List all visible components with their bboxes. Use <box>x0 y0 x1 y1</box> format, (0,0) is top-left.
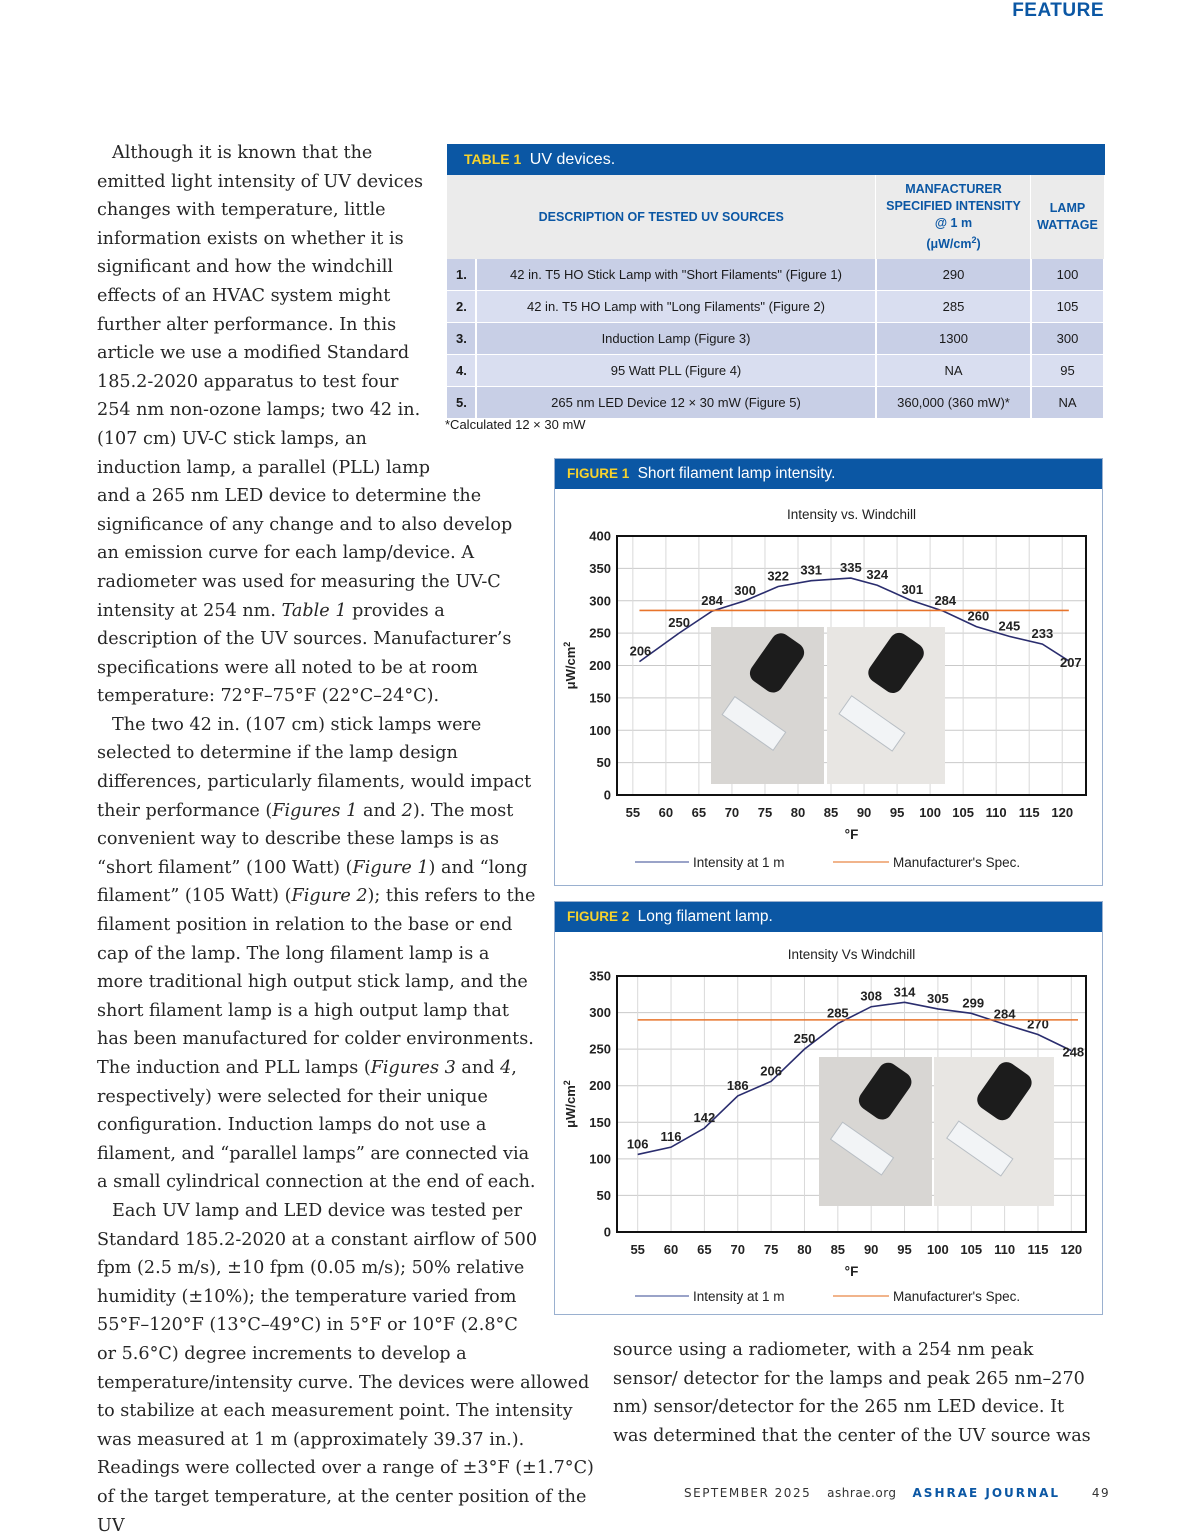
figure-1-label: FIGURE 1 <box>567 466 630 481</box>
data-label: 314 <box>893 984 916 1000</box>
x-tick-label: 55 <box>625 805 641 820</box>
table-row <box>447 259 1104 291</box>
x-tick-label: 70 <box>724 805 740 820</box>
figure-1-caption: Short filament lamp intensity. <box>637 465 836 482</box>
table-cell-intensity: 360,000 (360 mW)* <box>876 387 1031 419</box>
p1-tail: provides a description of the UV sources. Manufacturer’s specifications were all noted to be at room temperature: 72°F–75°F (22°C–24°C). <box>97 600 512 707</box>
table-1-footnote: *Calculated 12 × 30 mW <box>445 417 586 432</box>
figure-2-chart <box>555 932 1102 1314</box>
p2-and: and <box>362 800 397 821</box>
y-axis-label: $\mu W/cm^2$ <box>562 1080 578 1128</box>
section-label: FEATURE <box>1012 0 1104 21</box>
data-label: 324 <box>866 567 889 583</box>
data-label: 299 <box>962 995 985 1011</box>
y-tick-label: 250 <box>589 625 611 641</box>
paragraph-2 <box>97 711 597 1197</box>
data-label: 300 <box>734 582 757 598</box>
lamp-photo <box>819 1057 932 1206</box>
x-tick-label: 75 <box>763 1242 779 1257</box>
x-tick-label: 110 <box>985 805 1007 820</box>
y-tick-label: 300 <box>589 593 611 609</box>
x-tick-label: 100 <box>919 805 941 820</box>
footer-issue: SEPTEMBER 2025 <box>684 1486 812 1500</box>
uv-devices-table <box>447 175 1105 419</box>
x-tick-label: 90 <box>856 805 872 820</box>
figure-2-header <box>555 902 1102 932</box>
x-tick-label: 65 <box>691 805 707 820</box>
p2-a: The two 42 in. (107 cm) stick lamps were selected to determine if the lamp design differences, particularly filaments, would impact their performance ( <box>97 714 532 821</box>
y-tick-label: 300 <box>589 1005 611 1021</box>
data-label: 308 <box>860 988 883 1004</box>
x-tick-label: 110 <box>994 1242 1016 1257</box>
x-tick-label: 80 <box>797 1242 812 1257</box>
table-cell-num: 3. <box>447 323 476 355</box>
x-tick-label: 80 <box>790 805 806 820</box>
data-label: 322 <box>767 568 790 584</box>
data-label: 248 <box>1062 1044 1085 1060</box>
article-body-right <box>613 1336 1103 1450</box>
y-tick-label: 100 <box>589 1151 611 1167</box>
data-label: 207 <box>1059 654 1082 670</box>
x-tick-label: 120 <box>1051 805 1074 820</box>
data-label: 260 <box>967 608 990 624</box>
x-axis-label: °F <box>844 1264 859 1279</box>
table-cell-watt: 300 <box>1031 323 1104 355</box>
x-tick-label: 115 <box>1027 1242 1049 1257</box>
x-tick-label: 105 <box>952 805 974 820</box>
page-footer <box>684 1486 1110 1500</box>
x-tick-label: 100 <box>927 1242 949 1257</box>
table-row <box>447 323 1104 355</box>
col-description: DESCRIPTION OF TESTED UV SOURCES <box>447 175 876 259</box>
y-tick-label: 100 <box>589 722 611 738</box>
x-tick-label: 120 <box>1060 1242 1083 1257</box>
table-cell-num: 1. <box>447 259 476 291</box>
figure-ref: Figures 1 <box>272 800 358 821</box>
table-1-title: UV devices. <box>529 151 616 168</box>
table-cell-num: 2. <box>447 291 476 323</box>
legend-spec: Manufacturer's Spec. <box>893 1289 1021 1304</box>
p2-c: ) and “long filament” (105 Watt) ( <box>97 857 528 907</box>
data-label: 284 <box>934 593 957 609</box>
table-row <box>447 355 1104 387</box>
data-label: 142 <box>693 1110 716 1126</box>
figure-ref: Figure 2 <box>291 886 368 907</box>
y-axis-label: $\mu W/cm^2$ <box>562 641 578 690</box>
data-label: 335 <box>839 560 862 576</box>
table-cell-num: 5. <box>447 387 476 419</box>
data-label: 284 <box>993 1006 1016 1022</box>
table-cell-watt: 100 <box>1031 259 1104 291</box>
p1-text: Although it is known that the emitted light intensity of UV devices changes with temperature, little information exists on whether it is significant and how the windchill effects of an HVAC system might further alter performance. In this article we use a modified Standard 185.2-2020 apparatus to test four 254 nm non-ozone lamps; two 42 in. (107 cm) UV-C stick lamps, an induction lamp, a parallel (PLL) lamp and a 265 nm LED device to determine the significance of any change and to also develop an emission curve for each lamp/device. A radiometer was used for measuring the UV-C intensity at 254 nm. <box>97 143 513 621</box>
x-tick-label: 85 <box>830 1242 846 1257</box>
table-cell-watt: NA <box>1031 387 1104 419</box>
chart-title: Intensity vs. Windchill <box>786 507 917 522</box>
figure-1-header <box>555 459 1102 489</box>
data-label: 106 <box>626 1136 649 1152</box>
lamp-photo <box>711 627 824 784</box>
table-cell-desc: 42 in. T5 HO Stick Lamp with "Short Filaments" (Figure 1) <box>476 259 876 291</box>
y-tick-label: 350 <box>589 560 611 576</box>
table-body <box>447 259 1104 419</box>
chart-title: Intensity Vs Windchill <box>787 947 916 962</box>
table-1 <box>447 144 1105 419</box>
figure-ref: 2 <box>401 800 413 821</box>
y-tick-label: 350 <box>589 968 611 984</box>
x-tick-label: 75 <box>757 805 773 820</box>
table-cell-desc: 42 in. T5 HO Lamp with "Long Filaments" (Figure 2) <box>476 291 876 323</box>
x-tick-label: 60 <box>658 805 674 820</box>
legend-spec: Manufacturer's Spec. <box>893 855 1021 870</box>
footer-page: 49 <box>1091 1486 1111 1500</box>
data-label: 305 <box>927 990 949 1006</box>
y-tick-label: 50 <box>596 1187 611 1203</box>
y-tick-label: 200 <box>589 1078 611 1094</box>
p2-and2: and <box>461 1058 495 1078</box>
data-label: 206 <box>760 1063 782 1079</box>
table-row <box>447 291 1104 323</box>
data-label: 270 <box>1027 1016 1049 1032</box>
data-label: 250 <box>668 615 690 631</box>
p2-b: ). The most convenient way to describe these lamps is as “short filament” (100 Watt) ( <box>97 800 514 878</box>
table-row <box>447 387 1104 419</box>
x-tick-label: 95 <box>889 805 905 820</box>
p2-d: ); this refers to the filament position in relation to the base or end cap of the lamp. The long filament lamp is a more traditional high output stick lamp, and the short filament lamp is a high output lamp that has been manufactured for colder environments. The induction and PLL lamps ( <box>97 886 536 1078</box>
table-cell-intensity: NA <box>876 355 1031 387</box>
footer-site: ashrae.org <box>827 1486 897 1500</box>
legend-intensity: Intensity at 1 m <box>693 855 785 870</box>
data-label: 250 <box>793 1031 816 1047</box>
x-tick-label: 85 <box>823 805 839 820</box>
paragraph-3: Each UV lamp and LED device was tested per Standard 185.2-2020 at a constant airflow of 500 fpm (2.5 m/s), ±10 fpm (0.05 m/s); 50% relative humidity (±10%); the temperature varied from 55°F–120°F (13°C–49°C) in 5°F or 10°F (2.8°C or 5.6°C) degree increments to develop a temperature/intensity curve. The devices were allowed to stabilize at each measurement point. The intensity was measured at 1 m (approximately 39.37 in.). Readings were collected over a range of ±3°F (±1.7°C) of the target temperature, at the center position of the UV <box>97 1200 594 1536</box>
table-cell-watt: 95 <box>1031 355 1104 387</box>
x-tick-label: 105 <box>960 1242 983 1257</box>
data-label: 116 <box>660 1129 682 1145</box>
y-tick-label: 150 <box>589 1114 611 1130</box>
figure-2-label: FIGURE 2 <box>567 909 630 924</box>
y-tick-label: 250 <box>589 1041 611 1057</box>
y-tick-label: 0 <box>603 787 611 803</box>
data-label: 233 <box>1031 626 1054 642</box>
y-tick-label: 400 <box>589 528 611 544</box>
figure-2-caption: Long filament lamp. <box>637 908 773 925</box>
x-tick-label: 90 <box>863 1242 879 1257</box>
x-axis-label: °F <box>844 827 859 842</box>
data-label: 186 <box>726 1077 749 1093</box>
x-tick-label: 55 <box>630 1242 645 1257</box>
x-tick-label: 115 <box>1018 805 1040 820</box>
x-tick-label: 65 <box>697 1242 712 1257</box>
lamp-photo <box>827 627 945 784</box>
lamp-photo <box>934 1057 1054 1206</box>
table-1-ref: Table 1 <box>281 600 347 621</box>
paragraph-4: source using a radiometer, with a 254 nm peak sensor/ detector for the lamps and peak 265 nm–270 nm) sensor/detector for the 265 nm LED device. It was determined that the center of the UV source was <box>613 1340 1091 1446</box>
table-cell-num: 4. <box>447 355 476 387</box>
x-tick-label: 60 <box>663 1242 679 1257</box>
figure-ref: Figure 1 <box>352 857 429 878</box>
footer-magazine: ASHRAE JOURNAL <box>912 1486 1061 1500</box>
table-1-label: TABLE 1 <box>464 151 522 167</box>
data-label: 285 <box>826 1005 849 1021</box>
legend-intensity: Intensity at 1 m <box>693 1289 785 1304</box>
y-tick-label: 0 <box>603 1224 611 1240</box>
table-cell-desc: Induction Lamp (Figure 3) <box>476 323 876 355</box>
col-intensity: MANFACTURER SPECIFIED INTENSITY @ 1 m $(\mu W/cm^2)$ <box>876 175 1031 259</box>
data-label: 284 <box>701 593 723 609</box>
data-label: 301 <box>901 582 924 598</box>
table-cell-intensity: 1300 <box>876 323 1031 355</box>
figure-1-chart <box>555 489 1102 885</box>
data-label: 206 <box>629 643 652 659</box>
table-cell-intensity: 285 <box>876 291 1031 323</box>
table-cell-watt: 105 <box>1031 291 1104 323</box>
table-cell-desc: 95 Watt PLL (Figure 4) <box>476 355 876 387</box>
figure-ref: Figures 3 <box>370 1058 456 1078</box>
table-cell-intensity: 290 <box>876 259 1031 291</box>
table-cell-desc: 265 nm LED Device 12 × 30 mW (Figure 5) <box>476 387 876 419</box>
figure-ref: 4 <box>500 1058 512 1078</box>
col-wattage: LAMP WATTAGE <box>1031 175 1104 259</box>
data-label: 245 <box>998 618 1021 634</box>
figure-1 <box>554 458 1103 886</box>
figure-2 <box>554 901 1103 1315</box>
y-tick-label: 50 <box>596 755 611 771</box>
y-tick-label: 150 <box>589 690 611 706</box>
p2-e: , respectively) were selected for their unique configuration. Induction lamps do not use a filament, and “parallel lamps” are connected via a small cylindrical connection at the end of each. <box>97 1058 536 1193</box>
y-tick-label: 200 <box>589 658 611 673</box>
table-1-header <box>447 144 1105 175</box>
x-tick-label: 95 <box>897 1242 912 1257</box>
x-tick-label: 70 <box>730 1242 745 1257</box>
data-label: 331 <box>800 562 823 578</box>
